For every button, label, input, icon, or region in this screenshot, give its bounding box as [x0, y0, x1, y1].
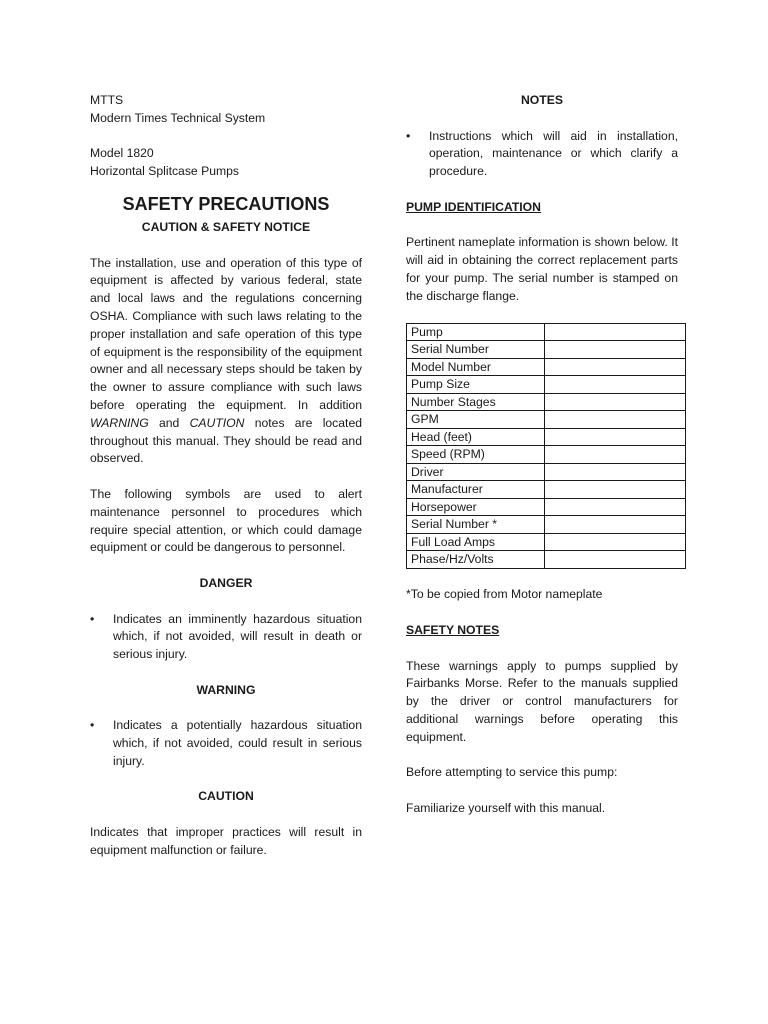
caution-text: Indicates that improper practices will result in equipment malfunction or failure. — [90, 825, 362, 857]
table-row — [407, 516, 686, 534]
table-row — [407, 393, 686, 411]
table-row-label: Speed (RPM) — [407, 446, 545, 464]
intro-paragraph: The installation, use and operation of this type of equipment is affected by various federal, state and local laws and the regulations concerning OSHA. Compliance with such laws relating to the proper installation and safe operation of this type of equipment is the responsibility of the equipment owner and all necessary steps should be taken by the owner to assure compliance with such laws before operating the equipment. In addition WARNING and CAUTION notes are located throughout this manual. They should be read and observed. — [90, 255, 362, 466]
table-row-label: Manufacturer — [407, 481, 545, 499]
table-row-label: Horsepower — [407, 498, 545, 516]
table-row — [407, 533, 686, 551]
warning-heading: WARNING — [196, 682, 256, 697]
table-row — [407, 323, 686, 341]
table-row-value — [545, 498, 686, 516]
safety-notes-text: These warnings apply to pumps supplied by Fairbanks Morse. Refer to the manuals supplied by the driver or control manufacturers for additional warnings before operating this equipment. — [406, 658, 678, 744]
model-number: Model 1820 — [90, 146, 154, 161]
table-row — [407, 428, 686, 446]
table-row — [407, 358, 686, 376]
table-row-label: GPM — [407, 411, 545, 429]
bullet-icon: • — [90, 611, 95, 626]
table-row-value — [545, 481, 686, 499]
danger-bullet: • Indicates an imminently hazardous situation which, if not avoided, will result in death or serious injury. — [90, 611, 362, 662]
table-footnote: *To be copied from Motor nameplate — [406, 587, 603, 602]
table-row — [407, 551, 686, 569]
familiarize-text: Familiarize yourself with this manual. — [406, 800, 606, 815]
caution-heading: CAUTION — [198, 789, 254, 804]
pump-identification-text: Pertinent nameplate information is shown below. It will aid in obtaining the correct replacement parts for your pump. The serial number is stamped on the discharge flange. — [406, 235, 678, 303]
table-row-value — [545, 411, 686, 429]
page-title: SAFETY PRECAUTIONS — [122, 193, 330, 214]
table-row-label: Head (feet) — [407, 428, 545, 446]
table-row-label: Number Stages — [407, 393, 545, 411]
nameplate-table — [406, 323, 686, 569]
table-row-value — [545, 533, 686, 551]
table-row — [407, 446, 686, 464]
table-row-label: Phase/Hz/Volts — [407, 551, 545, 569]
table-row-value — [545, 516, 686, 534]
table-row-value — [545, 358, 686, 376]
right-column — [406, 92, 678, 818]
table-row — [407, 411, 686, 429]
left-column — [90, 92, 362, 860]
table-row-value — [545, 446, 686, 464]
symbols-paragraph: The following symbols are used to alert maintenance personnel to procedures which require special attention, or which could damage equipment or could be dangerous to personnel. — [90, 486, 362, 555]
table-row-label: Pump Size — [407, 376, 545, 394]
table-row-value — [545, 341, 686, 359]
table-row-label: Pump — [407, 323, 545, 341]
table-row-label: Model Number — [407, 358, 545, 376]
table-row-value — [545, 376, 686, 394]
company-short: MTTS — [90, 93, 124, 107]
table-row — [407, 498, 686, 516]
safety-notes-heading: SAFETY NOTES — [406, 622, 500, 637]
product-name: Horizontal Splitcase Pumps — [90, 164, 240, 179]
company-full: Modern Times Technical System — [90, 110, 266, 125]
warning-bullet: • Indicates a potentially hazardous situation which, if not avoided, could result in serious injury. — [90, 718, 362, 768]
table-row — [407, 481, 686, 499]
danger-heading: DANGER — [199, 575, 253, 590]
table-row-value — [545, 551, 686, 569]
table-row-label: Driver — [407, 463, 545, 481]
table-row-value — [545, 393, 686, 411]
bullet-icon: • — [406, 128, 411, 143]
page-subtitle: CAUTION & SAFETY NOTICE — [141, 219, 311, 234]
table-row-label: Serial Number — [407, 341, 545, 359]
table-row — [407, 341, 686, 359]
table-row-value — [545, 463, 686, 481]
table-row-label: Serial Number * — [407, 516, 545, 534]
table-row-value — [545, 323, 686, 341]
notes-bullet: • Instructions which will aid in installation, operation, maintenance or which clarify a procedure. — [406, 128, 678, 179]
table-row — [407, 376, 686, 394]
bullet-icon: • — [90, 718, 95, 733]
before-service-text: Before attempting to service this pump: — [406, 765, 618, 780]
notes-heading: NOTES — [521, 93, 563, 107]
pump-identification-heading: PUMP IDENTIFICATION — [406, 199, 541, 214]
table-row-value — [545, 428, 686, 446]
table-row — [407, 463, 686, 481]
table-row-label: Full Load Amps — [407, 533, 545, 551]
